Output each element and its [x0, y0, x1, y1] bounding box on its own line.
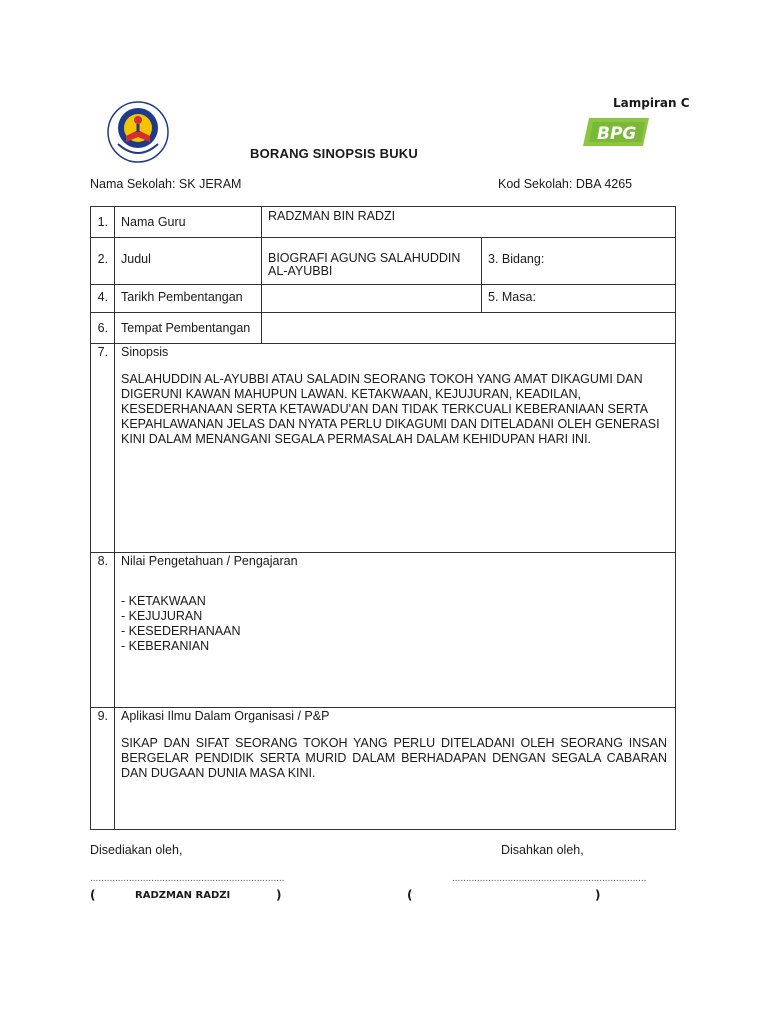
open-paren: (: [407, 888, 413, 902]
form-row-7: [91, 344, 676, 553]
synopsis-section[interactable]: [115, 344, 676, 553]
prepared-name: RADZMAN RADZI: [135, 890, 231, 901]
row-number: 6.: [91, 313, 115, 344]
lampiran-label: Lampiran C: [613, 96, 690, 110]
verified-by-label: Disahkan oleh,: [501, 843, 584, 857]
teacher-name-field[interactable]: RADZMAN BIN RADZI: [262, 207, 676, 238]
school-code: Kod Sekolah: DBA 4265: [498, 177, 633, 191]
list-item: - KETAKWAAN: [121, 594, 206, 608]
book-title-field[interactable]: [262, 238, 482, 285]
bpg-logo: [583, 114, 653, 150]
list-item: - KEBERANIAN: [121, 639, 210, 653]
row-number: 8.: [91, 553, 115, 708]
row-label: Tarikh Pembentangan: [115, 285, 262, 313]
row-number: 7.: [91, 344, 115, 553]
book-title-line1: BIOGRAFI AGUNG SALAHUDDIN: [268, 251, 461, 265]
presentation-date-field[interactable]: [262, 285, 482, 313]
bpg-logo-text: BPG: [597, 124, 637, 144]
row-number: 9.: [91, 708, 115, 830]
prepared-by-label: Disediakan oleh,: [90, 843, 183, 857]
synopsis-form-table: [90, 206, 676, 830]
application-text: SIKAP DAN SIFAT SEORANG TOKOH YANG PERLU DITELADANI OLEH SEORANG INSAN BERGELAR PENDIDIK SERTA MURID DALAM BERHADAPAN DENGAN SEGALA CABARAN DAN DUGAAN DUNIA MASA KINI.: [121, 736, 667, 780]
form-row-6: [91, 313, 676, 344]
row-number: 2.: [91, 238, 115, 285]
list-item: - KEJUJURAN: [121, 609, 203, 623]
form-row-1: [91, 207, 676, 238]
open-paren: (: [90, 888, 96, 902]
values-label: Nilai Pengetahuan / Pengajaran: [121, 554, 298, 568]
row-label: Nama Guru: [115, 207, 262, 238]
application-section[interactable]: [115, 708, 676, 830]
close-paren: ): [276, 888, 282, 902]
row-number: 4.: [91, 285, 115, 313]
synopsis-text: SALAHUDDIN AL-AYUBBI ATAU SALADIN SEORANG TOKOH YANG AMAT DIKAGUMI DAN DIGERUNI KAWAN MAHUPUN LAWAN. KETAKWAAN, KEJUJURAN, KEADILAN, KESEDERHANAAN SERTA KETAWADU'AN DAN TIDAK TERKCUALI KEBERANIAAN SERTA KEPAHLAWANAN JELAS DAN NYATA PERLU DIKAGUMI DAN DITELADANI OLEH GENERASI KINI DALAM MENANGANI SEGALA PERMASALAH DALAM KEHIDUPAN HARI INI.: [121, 372, 660, 446]
row-label: Judul: [115, 238, 262, 285]
prepared-signature-line: ......................................................................: [90, 873, 285, 884]
page-title: BORANG SINOPSIS BUKU: [250, 146, 418, 161]
ministry-logo: [106, 100, 170, 164]
verified-signature-line: ......................................................................: [452, 873, 647, 884]
presentation-place-field[interactable]: [262, 313, 676, 344]
synopsis-label: Sinopsis: [121, 345, 169, 359]
row-number: 1.: [91, 207, 115, 238]
list-item: - KESEDERHANAAN: [121, 624, 241, 638]
values-section[interactable]: [115, 553, 676, 708]
book-title-line2: AL-AYUBBI: [268, 264, 333, 278]
close-paren: ): [595, 888, 601, 902]
form-row-8: [91, 553, 676, 708]
school-name: Nama Sekolah: SK JERAM: [90, 177, 242, 191]
row-label: Tempat Pembentangan: [115, 313, 262, 344]
values-list: [115, 572, 675, 658]
field-masa[interactable]: 5. Masa:: [482, 285, 676, 313]
application-label: Aplikasi Ilmu Dalam Organisasi / P&P: [121, 709, 330, 723]
form-row-4: [91, 285, 676, 313]
field-bidang[interactable]: 3. Bidang:: [482, 238, 676, 285]
form-row-2: [91, 238, 676, 285]
form-row-9: [91, 708, 676, 830]
